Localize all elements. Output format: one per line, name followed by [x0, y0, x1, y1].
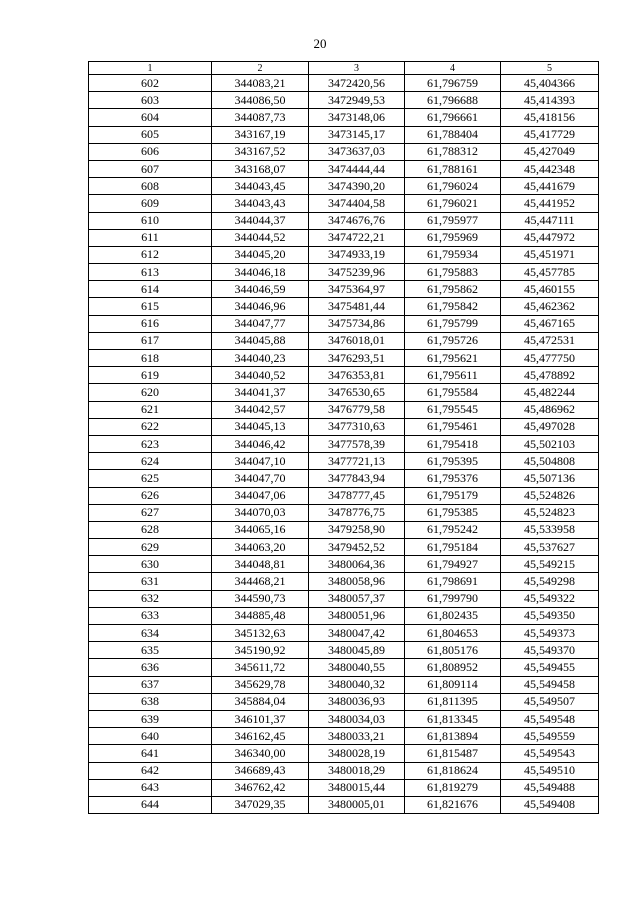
table-cell-col-1: 602	[89, 75, 212, 92]
column-header-1: 1	[89, 62, 212, 75]
table-cell-col-2: 344047,70	[212, 470, 309, 487]
table-cell-col-3: 3472949,53	[309, 92, 405, 109]
table-cell-col-4: 61,811395	[405, 693, 501, 710]
table-row	[89, 625, 599, 642]
table-cell-col-1: 632	[89, 590, 212, 607]
table-cell-col-1: 608	[89, 178, 212, 195]
table-cell-col-5: 45,414393	[501, 92, 599, 109]
table-cell-col-1: 626	[89, 487, 212, 504]
table-cell-col-5: 45,549322	[501, 590, 599, 607]
table-cell-col-1: 636	[89, 659, 212, 676]
table-cell-col-4: 61,795242	[405, 521, 501, 538]
table-cell-col-4: 61,804653	[405, 625, 501, 642]
table-cell-col-5: 45,460155	[501, 281, 599, 298]
table-cell-col-3: 3480036,93	[309, 693, 405, 710]
table-cell-col-2: 345884,04	[212, 693, 309, 710]
table-cell-col-4: 61,796759	[405, 75, 501, 92]
table-cell-col-5: 45,441952	[501, 195, 599, 212]
table-cell-col-5: 45,451971	[501, 246, 599, 263]
table-cell-col-3: 3477310,63	[309, 418, 405, 435]
table-cell-col-1: 642	[89, 762, 212, 779]
table-cell-col-5: 45,462362	[501, 298, 599, 315]
table-cell-col-3: 3475481,44	[309, 298, 405, 315]
table-cell-col-1: 627	[89, 504, 212, 521]
table-cell-col-1: 638	[89, 693, 212, 710]
table-cell-col-3: 3476779,58	[309, 401, 405, 418]
table-cell-col-3: 3474444,44	[309, 160, 405, 177]
table-row	[89, 556, 599, 573]
table-cell-col-3: 3480040,32	[309, 676, 405, 693]
table-cell-col-4: 61,795977	[405, 212, 501, 229]
table-cell-col-2: 344041,37	[212, 384, 309, 401]
table-cell-col-2: 344590,73	[212, 590, 309, 607]
table-cell-col-3: 3480057,37	[309, 590, 405, 607]
table-row	[89, 710, 599, 727]
table-cell-col-4: 61,795584	[405, 384, 501, 401]
table-cell-col-1: 643	[89, 779, 212, 796]
table-cell-col-1: 624	[89, 453, 212, 470]
table-cell-col-5: 45,549507	[501, 693, 599, 710]
table-row	[89, 573, 599, 590]
table-cell-col-5: 45,447972	[501, 229, 599, 246]
table-cell-col-4: 61,795418	[405, 435, 501, 452]
table-cell-col-1: 617	[89, 332, 212, 349]
table-cell-col-4: 61,795545	[405, 401, 501, 418]
table-cell-col-5: 45,549543	[501, 745, 599, 762]
table-row	[89, 779, 599, 796]
table-row	[89, 367, 599, 384]
table-cell-col-2: 345629,78	[212, 676, 309, 693]
table-cell-col-4: 61,809114	[405, 676, 501, 693]
table-cell-col-5: 45,418156	[501, 109, 599, 126]
table-cell-col-3: 3473148,06	[309, 109, 405, 126]
table-cell-col-4: 61,813345	[405, 710, 501, 727]
table-cell-col-5: 45,404366	[501, 75, 599, 92]
table-cell-col-3: 3480051,96	[309, 607, 405, 624]
table-row	[89, 281, 599, 298]
table-cell-col-5: 45,537627	[501, 539, 599, 556]
table-cell-col-2: 344063,20	[212, 539, 309, 556]
table-row	[89, 384, 599, 401]
table-cell-col-2: 345611,72	[212, 659, 309, 676]
table-cell-col-5: 45,482244	[501, 384, 599, 401]
table-row	[89, 401, 599, 418]
table-cell-col-1: 612	[89, 246, 212, 263]
table-cell-col-5: 45,549510	[501, 762, 599, 779]
table-cell-col-4: 61,795461	[405, 418, 501, 435]
table-row	[89, 418, 599, 435]
table-cell-col-5: 45,549408	[501, 796, 599, 813]
table-cell-col-5: 45,549455	[501, 659, 599, 676]
table-cell-col-1: 606	[89, 143, 212, 160]
table-row	[89, 745, 599, 762]
table-cell-col-2: 344070,03	[212, 504, 309, 521]
table-cell-col-3: 3480018,29	[309, 762, 405, 779]
table-cell-col-3: 3480028,19	[309, 745, 405, 762]
table-cell-col-3: 3480005,01	[309, 796, 405, 813]
table-cell-col-5: 45,478892	[501, 367, 599, 384]
table-cell-col-3: 3474722,21	[309, 229, 405, 246]
table-row	[89, 539, 599, 556]
table-cell-col-2: 344043,43	[212, 195, 309, 212]
table-cell-col-2: 345190,92	[212, 642, 309, 659]
table-cell-col-5: 45,441679	[501, 178, 599, 195]
table-cell-col-3: 3472420,56	[309, 75, 405, 92]
table-cell-col-3: 3476018,01	[309, 332, 405, 349]
table-cell-col-3: 3479452,52	[309, 539, 405, 556]
table-cell-col-4: 61,795799	[405, 315, 501, 332]
table-cell-col-1: 622	[89, 418, 212, 435]
table-cell-col-4: 61,795934	[405, 246, 501, 263]
table-row	[89, 75, 599, 92]
table-cell-col-3: 3474933,19	[309, 246, 405, 263]
table-cell-col-4: 61,808952	[405, 659, 501, 676]
table-cell-col-3: 3480033,21	[309, 728, 405, 745]
page-number: 20	[313, 36, 327, 51]
table-cell-col-5: 45,467165	[501, 315, 599, 332]
table-cell-col-4: 61,795726	[405, 332, 501, 349]
table-cell-col-1: 604	[89, 109, 212, 126]
table-cell-col-3: 3473145,17	[309, 126, 405, 143]
table-cell-col-3: 3476293,51	[309, 350, 405, 367]
table-cell-col-3: 3475734,86	[309, 315, 405, 332]
table-row	[89, 642, 599, 659]
table-cell-col-1: 610	[89, 212, 212, 229]
table-cell-col-5: 45,504808	[501, 453, 599, 470]
table-row	[89, 315, 599, 332]
table-cell-col-2: 343167,19	[212, 126, 309, 143]
table-cell-col-2: 344040,23	[212, 350, 309, 367]
table-cell-col-4: 61,813894	[405, 728, 501, 745]
table-row	[89, 693, 599, 710]
table-cell-col-1: 641	[89, 745, 212, 762]
table-cell-col-4: 61,788404	[405, 126, 501, 143]
table-cell-col-5: 45,497028	[501, 418, 599, 435]
table-cell-col-1: 628	[89, 521, 212, 538]
table-cell-col-5: 45,549370	[501, 642, 599, 659]
table-cell-col-5: 45,524823	[501, 504, 599, 521]
table-cell-col-2: 344045,20	[212, 246, 309, 263]
table-cell-col-3: 3475239,96	[309, 264, 405, 281]
table-cell-col-2: 344040,52	[212, 367, 309, 384]
column-header-3: 3	[309, 62, 405, 75]
table-cell-col-1: 609	[89, 195, 212, 212]
table-cell-col-2: 344042,57	[212, 401, 309, 418]
table-cell-col-1: 634	[89, 625, 212, 642]
table-cell-col-5: 45,549559	[501, 728, 599, 745]
table-row	[89, 521, 599, 538]
table-row	[89, 229, 599, 246]
table-cell-col-2: 345132,63	[212, 625, 309, 642]
table-cell-col-1: 637	[89, 676, 212, 693]
table-cell-col-1: 618	[89, 350, 212, 367]
table-row	[89, 676, 599, 693]
table-cell-col-4: 61,821676	[405, 796, 501, 813]
table-cell-col-1: 631	[89, 573, 212, 590]
table-cell-col-5: 45,549488	[501, 779, 599, 796]
coordinates-table	[88, 61, 599, 814]
table-cell-col-5: 45,477750	[501, 350, 599, 367]
table-row	[89, 504, 599, 521]
table-cell-col-4: 61,799790	[405, 590, 501, 607]
table-cell-col-3: 3473637,03	[309, 143, 405, 160]
table-cell-col-1: 614	[89, 281, 212, 298]
table-cell-col-4: 61,805176	[405, 642, 501, 659]
table-cell-col-3: 3480064,36	[309, 556, 405, 573]
table-cell-col-4: 61,795395	[405, 453, 501, 470]
table-cell-col-4: 61,795376	[405, 470, 501, 487]
table-cell-col-3: 3479258,90	[309, 521, 405, 538]
table-cell-col-3: 3480047,42	[309, 625, 405, 642]
table-cell-col-2: 344046,59	[212, 281, 309, 298]
table-cell-col-2: 344047,06	[212, 487, 309, 504]
table-row	[89, 195, 599, 212]
table-cell-col-2: 346162,45	[212, 728, 309, 745]
table-cell-col-3: 3478777,45	[309, 487, 405, 504]
table-cell-col-3: 3480045,89	[309, 642, 405, 659]
table-cell-col-5: 45,549298	[501, 573, 599, 590]
table-body	[89, 75, 599, 814]
table-cell-col-2: 344044,52	[212, 229, 309, 246]
table-cell-col-5: 45,417729	[501, 126, 599, 143]
table-cell-col-5: 45,447111	[501, 212, 599, 229]
table-cell-col-2: 346340,00	[212, 745, 309, 762]
table-cell-col-5: 45,524826	[501, 487, 599, 504]
table-cell-col-3: 3477843,94	[309, 470, 405, 487]
table-cell-col-4: 61,795883	[405, 264, 501, 281]
table-cell-col-5: 45,472531	[501, 332, 599, 349]
table-cell-col-3: 3480034,03	[309, 710, 405, 727]
table-cell-col-4: 61,815487	[405, 745, 501, 762]
column-header-2: 2	[212, 62, 309, 75]
table-cell-col-4: 61,802435	[405, 607, 501, 624]
table-cell-col-4: 61,795611	[405, 367, 501, 384]
table-cell-col-4: 61,795621	[405, 350, 501, 367]
table-cell-col-3: 3474676,76	[309, 212, 405, 229]
table-cell-col-1: 640	[89, 728, 212, 745]
table-cell-col-5: 45,486962	[501, 401, 599, 418]
table-cell-col-3: 3476530,65	[309, 384, 405, 401]
table-cell-col-1: 629	[89, 539, 212, 556]
table-cell-col-4: 61,795842	[405, 298, 501, 315]
table-cell-col-2: 344468,21	[212, 573, 309, 590]
table-cell-col-5: 45,549215	[501, 556, 599, 573]
table-cell-col-1: 644	[89, 796, 212, 813]
table-cell-col-1: 623	[89, 435, 212, 452]
table-cell-col-4: 61,794927	[405, 556, 501, 573]
table-row	[89, 109, 599, 126]
table-cell-col-3: 3475364,97	[309, 281, 405, 298]
table-cell-col-2: 344885,48	[212, 607, 309, 624]
table-cell-col-4: 61,795385	[405, 504, 501, 521]
table-row	[89, 178, 599, 195]
table-cell-col-2: 344083,21	[212, 75, 309, 92]
table-cell-col-2: 344086,50	[212, 92, 309, 109]
table-cell-col-3: 3480015,44	[309, 779, 405, 796]
table-cell-col-2: 344045,13	[212, 418, 309, 435]
table-cell-col-1: 619	[89, 367, 212, 384]
table-cell-col-3: 3480058,96	[309, 573, 405, 590]
table-row	[89, 212, 599, 229]
table-cell-col-2: 344087,73	[212, 109, 309, 126]
table-row	[89, 796, 599, 813]
table-cell-col-1: 621	[89, 401, 212, 418]
table-cell-col-2: 346689,43	[212, 762, 309, 779]
table-row	[89, 435, 599, 452]
table-header-row	[89, 62, 599, 75]
table-cell-col-4: 61,796688	[405, 92, 501, 109]
table-cell-col-2: 344046,42	[212, 435, 309, 452]
table-cell-col-4: 61,818624	[405, 762, 501, 779]
table-cell-col-3: 3474404,58	[309, 195, 405, 212]
table-cell-col-4: 61,796024	[405, 178, 501, 195]
table-cell-col-4: 61,819279	[405, 779, 501, 796]
table-row	[89, 264, 599, 281]
table-cell-col-2: 344043,45	[212, 178, 309, 195]
table-cell-col-4: 61,796021	[405, 195, 501, 212]
table-cell-col-5: 45,502103	[501, 435, 599, 452]
table-cell-col-2: 346101,37	[212, 710, 309, 727]
table-cell-col-2: 344065,16	[212, 521, 309, 538]
table-cell-col-5: 45,549350	[501, 607, 599, 624]
table-cell-col-4: 61,795862	[405, 281, 501, 298]
table-cell-col-5: 45,427049	[501, 143, 599, 160]
table-row	[89, 126, 599, 143]
table-cell-col-3: 3477721,13	[309, 453, 405, 470]
table-cell-col-1: 615	[89, 298, 212, 315]
table-cell-col-2: 347029,35	[212, 796, 309, 813]
table-cell-col-5: 45,533958	[501, 521, 599, 538]
table-cell-col-1: 620	[89, 384, 212, 401]
table-row	[89, 143, 599, 160]
table-cell-col-5: 45,457785	[501, 264, 599, 281]
column-header-5: 5	[501, 62, 599, 75]
table-cell-col-3: 3477578,39	[309, 435, 405, 452]
table-cell-col-2: 344044,37	[212, 212, 309, 229]
table-row	[89, 728, 599, 745]
table-cell-col-2: 344046,18	[212, 264, 309, 281]
table-cell-col-2: 343167,52	[212, 143, 309, 160]
table-row	[89, 453, 599, 470]
column-header-4: 4	[405, 62, 501, 75]
table-cell-col-2: 343168,07	[212, 160, 309, 177]
table-row	[89, 160, 599, 177]
table-row	[89, 332, 599, 349]
table-row	[89, 607, 599, 624]
table-cell-col-4: 61,788312	[405, 143, 501, 160]
table-cell-col-2: 344048,81	[212, 556, 309, 573]
table-row	[89, 590, 599, 607]
table-cell-col-3: 3474390,20	[309, 178, 405, 195]
table-row	[89, 298, 599, 315]
table-cell-col-4: 61,795969	[405, 229, 501, 246]
table-cell-col-1: 613	[89, 264, 212, 281]
table-cell-col-4: 61,795179	[405, 487, 501, 504]
table-cell-col-4: 61,788161	[405, 160, 501, 177]
table-row	[89, 92, 599, 109]
table-cell-col-5: 45,549548	[501, 710, 599, 727]
table-cell-col-2: 344047,77	[212, 315, 309, 332]
table-cell-col-1: 607	[89, 160, 212, 177]
table-cell-col-1: 616	[89, 315, 212, 332]
table-cell-col-4: 61,795184	[405, 539, 501, 556]
table-cell-col-5: 45,549373	[501, 625, 599, 642]
table-cell-col-1: 603	[89, 92, 212, 109]
table-cell-col-1: 635	[89, 642, 212, 659]
table-row	[89, 246, 599, 263]
table-cell-col-1: 625	[89, 470, 212, 487]
table-row	[89, 659, 599, 676]
table-cell-col-2: 344045,88	[212, 332, 309, 349]
table-cell-col-2: 344046,96	[212, 298, 309, 315]
table-row	[89, 487, 599, 504]
table-cell-col-4: 61,796661	[405, 109, 501, 126]
table-cell-col-5: 45,549458	[501, 676, 599, 693]
table-cell-col-3: 3476353,81	[309, 367, 405, 384]
table-row	[89, 350, 599, 367]
table-cell-col-5: 45,442348	[501, 160, 599, 177]
table-cell-col-1: 605	[89, 126, 212, 143]
table-cell-col-5: 45,507136	[501, 470, 599, 487]
table-cell-col-1: 630	[89, 556, 212, 573]
table-cell-col-2: 344047,10	[212, 453, 309, 470]
table-cell-col-3: 3478776,75	[309, 504, 405, 521]
table-cell-col-2: 346762,42	[212, 779, 309, 796]
table-row	[89, 762, 599, 779]
table-row	[89, 470, 599, 487]
table-cell-col-1: 611	[89, 229, 212, 246]
table-cell-col-3: 3480040,55	[309, 659, 405, 676]
table-cell-col-1: 639	[89, 710, 212, 727]
table-cell-col-4: 61,798691	[405, 573, 501, 590]
table-cell-col-1: 633	[89, 607, 212, 624]
